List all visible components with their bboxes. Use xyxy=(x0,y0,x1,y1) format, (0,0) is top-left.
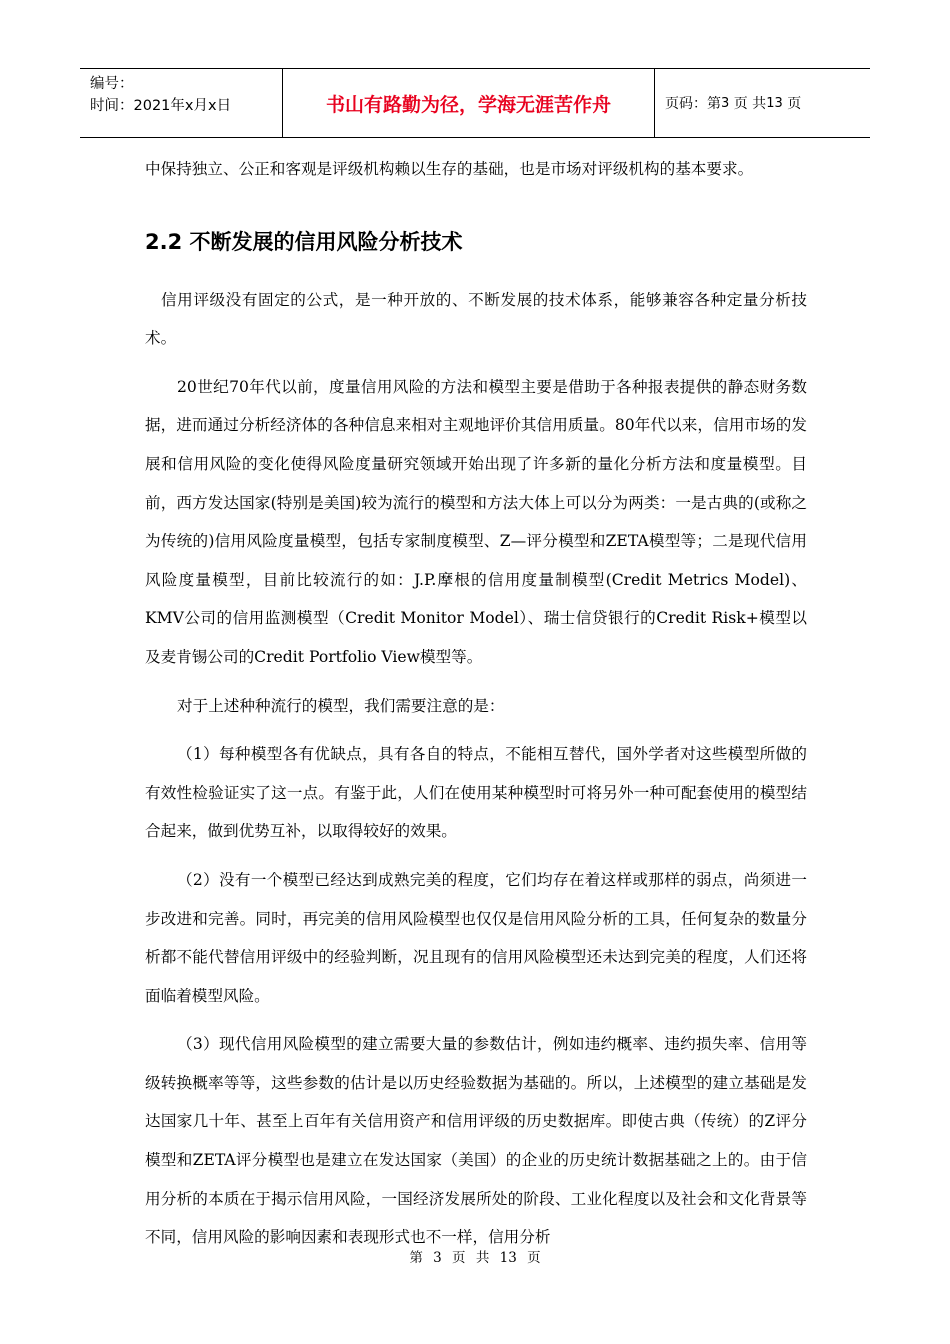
document-body xyxy=(145,150,807,1257)
page-suffix: 页 xyxy=(787,96,802,112)
paragraph-point-2: （2）没有一个模型已经达到成熟完美的程度，它们均存在着这样或那样的弱点，尚须进一步改进和完善。同时，再完美的信用风险模型也仅仅是信用风险分析的工具，任何复杂的数量分析都不能代替信用评级中的经验判断，况且现有的信用风险模型还未达到完美的程度，人们还将面临着模型风险。 xyxy=(145,870,807,1005)
page-prefix: 页码：第 xyxy=(665,96,721,112)
header-meta xyxy=(80,69,282,137)
header-motto: 书山有路勤为径，学海无涯苦作舟 xyxy=(282,69,655,137)
paragraph-point-1: （1）每种模型各有优缺点，具有各自的特点，不能相互替代，国外学者对这些模型所做的有效性检验证实了这一点。有鉴于此，人们在使用某种模型时可将另外一种可配套使用的模型结合起来，做到优势互补，以取得较好的效果。 xyxy=(145,745,807,841)
page-total: 13 xyxy=(766,95,783,111)
paragraph-intro: 信用评级没有固定的公式，是一种开放的、不断发展的技术体系，能够兼容各种定量分析技术。 xyxy=(145,290,807,348)
section-heading: 2.2 不断发展的信用风险分析技术 xyxy=(145,229,463,254)
page-current: 3 xyxy=(721,95,730,111)
paragraph-note-intro: 对于上述种种流行的模型，我们需要注意的是： xyxy=(177,696,505,715)
paragraph-point-3: （3）现代信用风险模型的建立需要大量的参数估计，例如违约概率、违约损失率、信用等级转换概率等等，这些参数的估计是以历史经验数据为基础的。所以，上述模型的建立基础是发达国家几十年、甚至上百年有关信用资产和信用评级的历史数据库。即使古典（传统）的Z评分模型和ZETA评分模型也是建立在发达国家（美国）的企业的历史统计数据基础之上的。由于信用分析的本质在于揭示信用风险，一国经济发展所处的阶段、工业化程度以及社会和文化背景等不同，信用风险的影响因素和表现形式也不一样，信用分析 xyxy=(145,1035,807,1247)
document-date: 时间：2021年x月x日 xyxy=(90,98,232,114)
page-footer: 第 3 页 共 13 页 xyxy=(409,1250,541,1266)
paragraph-history: 20世纪70年代以前，度量信用风险的方法和模型主要是借助于各种报表提供的静态财务数据，进而通过分析经济体的各种信息来相对主观地评价其信用质量。80年代以来，信用市场的发展和信用风险的变化使得风险度量研究领域开始出现了许多新的量化分析方法和度量模型。目前，西方发达国家(特别是美国)较为流行的模型和方法大体上可以分为两类：一是古典的(或称之为传统的)信用风险度量模型，包括专家制度模型、Z—评分模型和ZETA模型等；二是现代信用风险度量模型，目前比较流行的如：J.P.摩根的信用度量制模型(Credit Metrics Model)、KMV公司的信用监测模型（Credit Monitor Model）、瑞士信贷银行的Credit Risk+模型以及麦肯锡公司的Credit Portfolio View模型等。 xyxy=(145,377,807,666)
header-page-indicator xyxy=(655,69,870,137)
paragraph-continuation: 中保持独立、公正和客观是评级机构赖以生存的基础，也是市场对评级机构的基本要求。 xyxy=(145,160,754,178)
page-middle: 页 共 xyxy=(733,96,767,112)
page-header xyxy=(80,68,870,138)
document-number-label: 编号： xyxy=(90,76,134,92)
